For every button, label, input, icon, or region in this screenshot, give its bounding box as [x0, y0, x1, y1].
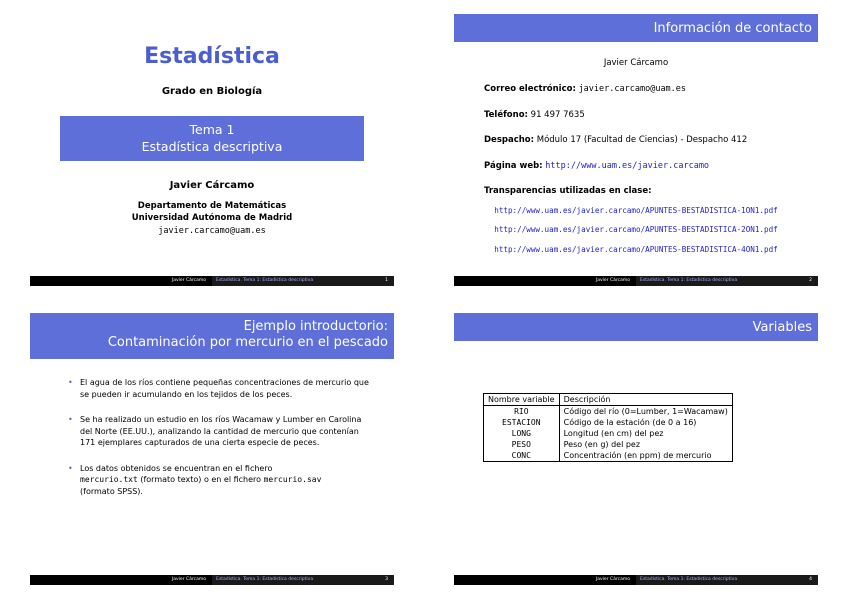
footer-course	[212, 276, 394, 286]
footer-author: Javier Cárcamo	[30, 575, 212, 585]
table-row	[484, 439, 733, 450]
page-number: 3	[385, 577, 388, 582]
footer-course	[636, 575, 818, 585]
topic-box	[60, 116, 364, 161]
slide-header	[454, 313, 818, 341]
author-name: Javier Cárcamo	[169, 180, 255, 191]
web-label: Página web:	[484, 161, 543, 171]
variable-name: ESTACION	[484, 417, 560, 428]
contact-phone-line	[484, 110, 585, 120]
slides-label: Transparencias utilizadas en clase:	[484, 186, 652, 196]
phone-label: Teléfono:	[484, 110, 528, 120]
variable-description: Longitud (en cm) del pez	[559, 428, 732, 439]
topic-number: Tema 1	[189, 122, 235, 137]
contact-web-line	[484, 161, 709, 171]
pdf-link-1[interactable]: http://www.uam.es/javier.carcamo/APUNTES-BESTADISTICA-1ON1.pdf	[494, 206, 778, 215]
variables-table	[483, 393, 733, 462]
bullet-icon: •	[68, 415, 73, 424]
page-number: 4	[809, 577, 812, 582]
list-item: • Se ha realizado un estudio en los ríos Wacamaw y Lumber en Carolina del Norte (EE.UU.), analizando la cantidad de mercurio que contenían 171 ejemplares capturados de una cierta especie de peces.	[68, 415, 362, 447]
table-row	[484, 406, 733, 418]
variable-name: LONG	[484, 428, 560, 439]
column-header: Descripción	[559, 394, 732, 406]
footer-course	[212, 575, 394, 585]
contact-email-line	[484, 84, 686, 94]
slide-header-line-1: Ejemplo introductorio:	[243, 319, 388, 334]
variable-description: Concentración (en ppm) de mercurio	[559, 450, 732, 462]
footer-author: Javier Cárcamo	[454, 575, 636, 585]
slide-title: Estadística	[144, 44, 280, 69]
footer-course-title: Estadística. Tema 1: Estadística descriptiva	[216, 577, 314, 582]
file-name-txt: mercurio.txt	[80, 475, 138, 484]
web-link[interactable]: http://www.uam.es/javier.carcamo	[545, 161, 710, 171]
slide-footer	[30, 276, 394, 286]
variable-name: CONC	[484, 450, 560, 462]
slide-header	[30, 313, 394, 359]
column-header: Nombre variable	[484, 394, 560, 406]
page-number: 2	[809, 278, 812, 283]
affiliation	[30, 200, 394, 224]
slide-header-title: Información de contacto	[653, 21, 812, 36]
bullet-list	[68, 377, 370, 511]
bullet-icon: •	[68, 378, 73, 387]
table-row	[484, 417, 733, 428]
variable-name: PESO	[484, 439, 560, 450]
slide-header	[454, 14, 818, 42]
email-label: Correo electrónico:	[484, 84, 576, 94]
table-row	[484, 450, 733, 462]
slide-footer	[454, 575, 818, 585]
slide-header-title: Variables	[752, 320, 812, 335]
footer-course-title: Estadística. Tema 1: Estadística descriptiva	[640, 278, 738, 283]
bullet-icon: •	[68, 463, 73, 473]
list-item: • Los datos obtenidos se encuentran en el fichero mercurio.txt (formato texto) o en el fichero mercurio.sav (formato SPSS).	[68, 463, 322, 496]
footer-author: Javier Cárcamo	[454, 276, 636, 286]
footer-author: Javier Cárcamo	[30, 276, 212, 286]
topic-name: Estadística descriptiva	[141, 139, 283, 154]
slide-footer	[454, 276, 818, 286]
slide-2	[454, 14, 818, 286]
variable-description: Código del río (0=Lumber, 1=Wacamaw)	[559, 406, 732, 418]
slide-header-line-2: Contaminación por mercurio en el pescado	[107, 335, 388, 350]
slide-4	[454, 313, 818, 585]
contact-name: Javier Cárcamo	[603, 58, 669, 68]
contact-email[interactable]: javier.carcamo@uam.es	[578, 84, 687, 94]
page-number: 1	[385, 278, 388, 283]
file-name-sav: mercurio.sav	[263, 475, 322, 484]
contact-office-line	[484, 135, 747, 145]
author-email: javier.carcamo@uam.es	[158, 226, 266, 236]
slide-1	[30, 14, 394, 286]
office-label: Despacho:	[484, 135, 535, 145]
pdf-link-3[interactable]: http://www.uam.es/javier.carcamo/APUNTES-BESTADISTICA-4ON1.pdf	[494, 245, 778, 254]
footer-course-title: Estadística. Tema 1: Estadística descriptiva	[216, 278, 314, 283]
footer-course	[636, 276, 818, 286]
variable-name: RIO	[484, 406, 560, 418]
slide-footer	[30, 575, 394, 585]
list-item: • El agua de los ríos contiene pequeñas concentraciones de mercurio que se pueden ir acumulando en los tejidos de los peces.	[68, 378, 369, 399]
table-row	[484, 428, 733, 439]
department: Departamento de Matemáticas	[137, 201, 287, 211]
slide-subtitle: Grado en Biología	[161, 86, 263, 97]
table-header-row	[484, 394, 733, 406]
variable-description: Código de la estación (de 0 a 16)	[559, 417, 732, 428]
pdf-link-2[interactable]: http://www.uam.es/javier.carcamo/APUNTES-BESTADISTICA-2ON1.pdf	[494, 225, 778, 234]
variable-description: Peso (en g) del pez	[559, 439, 732, 450]
contact-office: Módulo 17 (Facultad de Ciencias) - Despacho 412	[536, 135, 748, 145]
slide-3	[30, 313, 394, 585]
university: Universidad Autónoma de Madrid	[131, 213, 293, 223]
footer-course-title: Estadística. Tema 1: Estadística descriptiva	[640, 577, 738, 582]
contact-phone: 91 497 7635	[530, 110, 585, 120]
